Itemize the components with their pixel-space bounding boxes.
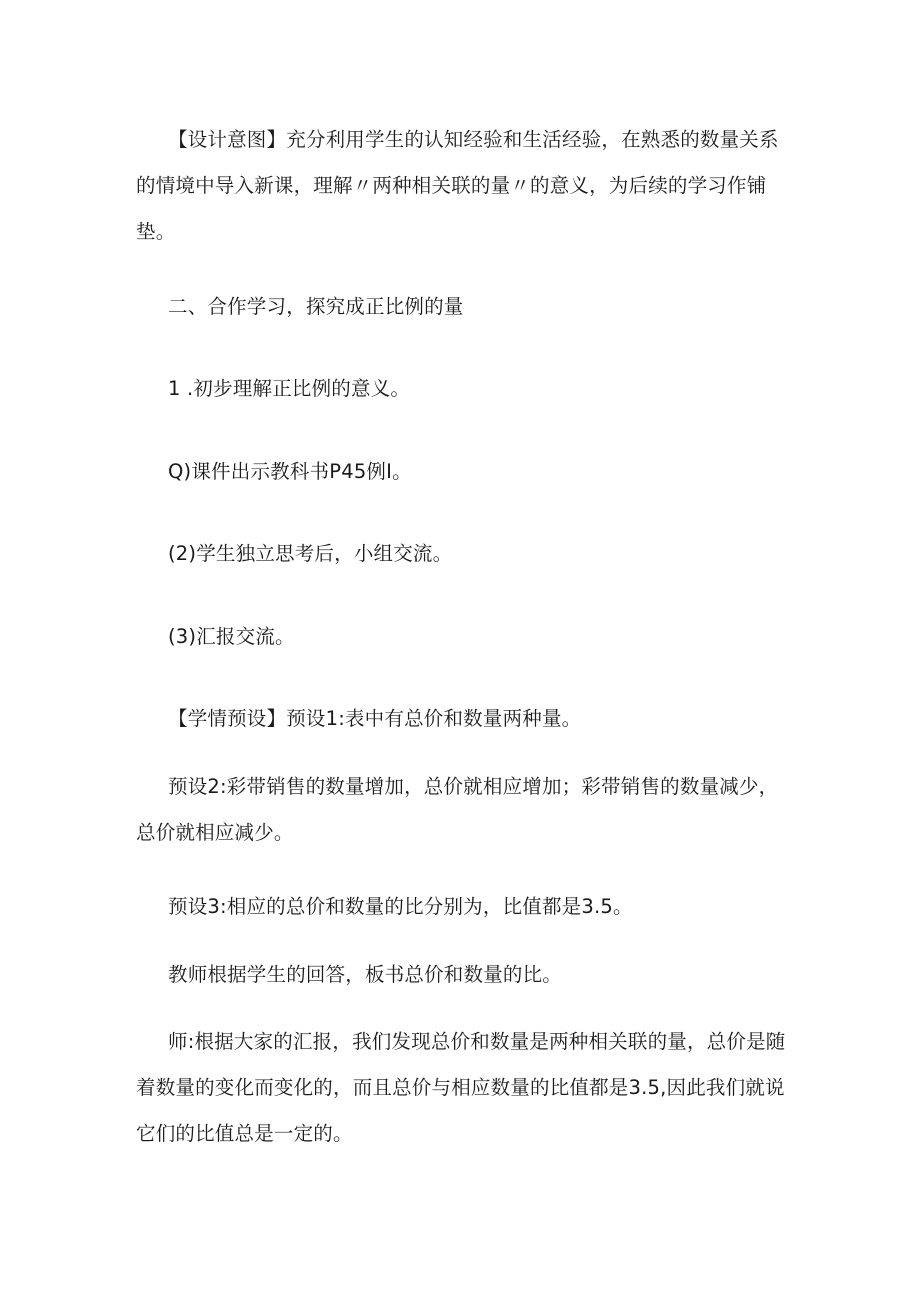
learning-preset-2: 预设2:彩带销售的数量增加，总价就相应增加；彩带销售的数量减少，总价就相应减少。 bbox=[136, 775, 779, 844]
teacher-summary-paragraph: 师:根据大家的汇报，我们发现总价和数量是两种相关联的量，总价是随着数量的变化而变化的，而且总价与相应数量的比值都是3.5,因此我们就说它们的比值总是一定的。 bbox=[136, 1030, 786, 1145]
section-heading: 二、合作学习，探究成正比例的量 bbox=[168, 295, 464, 318]
step-item-3: (3)汇报交流。 bbox=[168, 625, 295, 648]
design-intent-paragraph: 【设计意图】充分利用学生的认知经验和生活经验，在熟悉的数量关系的情境中导入新课，理解〃两种相关联的量〃的意义，为后续的学习作铺垫。 bbox=[136, 128, 779, 243]
learning-preset-1: 【学情预设】预设1:表中有总价和数量两种量。 bbox=[168, 707, 582, 730]
teacher-board-note: 教师根据学生的回答，板书总价和数量的比。 bbox=[168, 963, 563, 986]
step-1-heading: 1 .初步理解正比例的意义。 bbox=[168, 377, 411, 400]
learning-preset-3: 预设3:相应的总价和数量的比分别为，比值都是3.5。 bbox=[168, 895, 633, 918]
step-item-1: Q)课件出示教科书P45例I。 bbox=[168, 460, 412, 483]
step-item-2: (2)学生独立思考后，小组交流。 bbox=[168, 542, 453, 565]
